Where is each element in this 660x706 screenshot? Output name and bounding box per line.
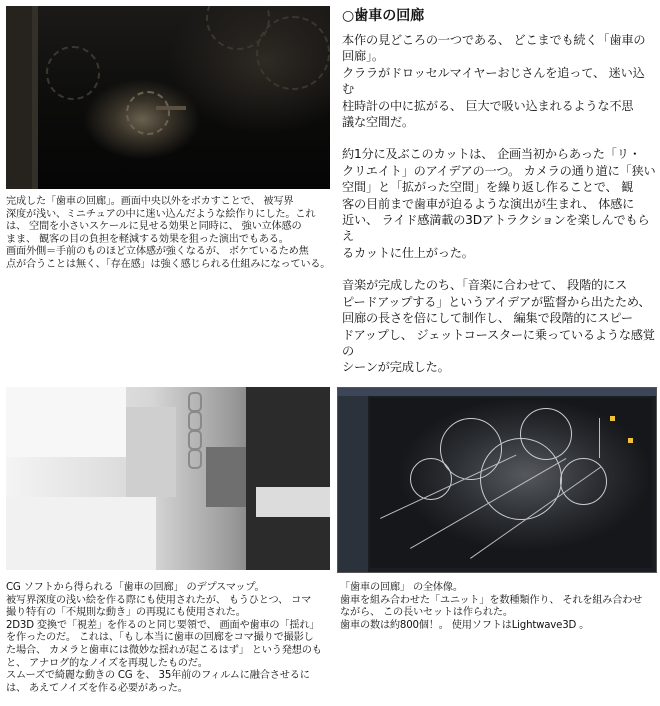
cg-scene-caption: 「歯車の回廊」 の全体像。 歯車を組み合わせた「ユニット」を数種類作り、 それを組み合わせ ながら、 この長いセットは作られた。 歯車の数は約800個！。 使用ソフトはLightwave3D 。 <box>340 582 643 631</box>
gear-corridor-section <box>342 6 656 441</box>
gear-corridor-render-image <box>6 6 330 189</box>
section-paragraph: 音楽が完成したのち、「音楽に合わせて、 段階的にス ピードアップする」というアイデアが監督から出たため、 回廊の長さを倍にして制作し、 編集で段階的にスピー ドアップし、 ジェットコースターに乗っているような感覚の シーンが完成した。 <box>342 278 655 375</box>
section-paragraph: 約1分に及ぶこのカットは、 企画当初からあった「リ・ クリエイト」のアイデアの一つ。 カメラの通り道に「狭い 空間」と「拡がった空間」を繰り返し作ることで、 観 客の目前まで歯車が迫るような演出が生まれ、 体感に 近い、 ライド感満載の3Dアトラクションを楽しんでもらえ るカットに仕上がった。 <box>342 147 656 260</box>
cg-scene-screenshot <box>337 387 657 573</box>
depth-map-caption: CG ソフトから得られる「歯車の回廊」 のデプスマップ。 被写界深度の浅い絵を作る際にも使用されたが、 もうひとつ、 コマ 撮り特有の「不規則な動き」の再現にも使用された。 2D3D 変換で「視差」を作るのと同じ要領で、 画面や歯車の「揺れ」 を作ったのだ。 これは、「もし本当に歯車の回廊をコマ撮りで撮影し た場合、 カメラと歯車には微妙な揺れが起こるはず」 という発想のも と、 アナログ的なノイズを再現したものだ。 スムーズで綺麗な動きの CG を、 35年前のフィルムに融合させるに は、 あえてノイズを作る必要があった。 <box>6 582 322 694</box>
depth-map-image <box>6 387 330 570</box>
render-caption: 完成した「歯車の回廊」。画面中央以外をボカすことで、 被写界 深度が浅い、ミニチュアの中に迷い込んだような絵作りにした。これ は、 空間を小さいスケールに見せる効果と同時に、 強い立体感の まま、 観客の目の負担を軽減する効果を狙った演出でもある。 画面外側＝手前のものほど立体感が強くなるが、 ボケているため焦 点が合うことは無く、｢存在感」は強く感じられる仕組みになっている。 <box>6 196 331 270</box>
section-paragraph: 本作の見どころの一つである、 どこまでも続く「歯車の 回廊」。 クララがドロッセルマイヤーおじさんを追って、 迷い込む 柱時計の中に拡がる、 巨大で吸い込まれるような不思 議な空間だ。 <box>342 33 646 130</box>
section-title: ○歯車の回廊 <box>342 8 425 24</box>
